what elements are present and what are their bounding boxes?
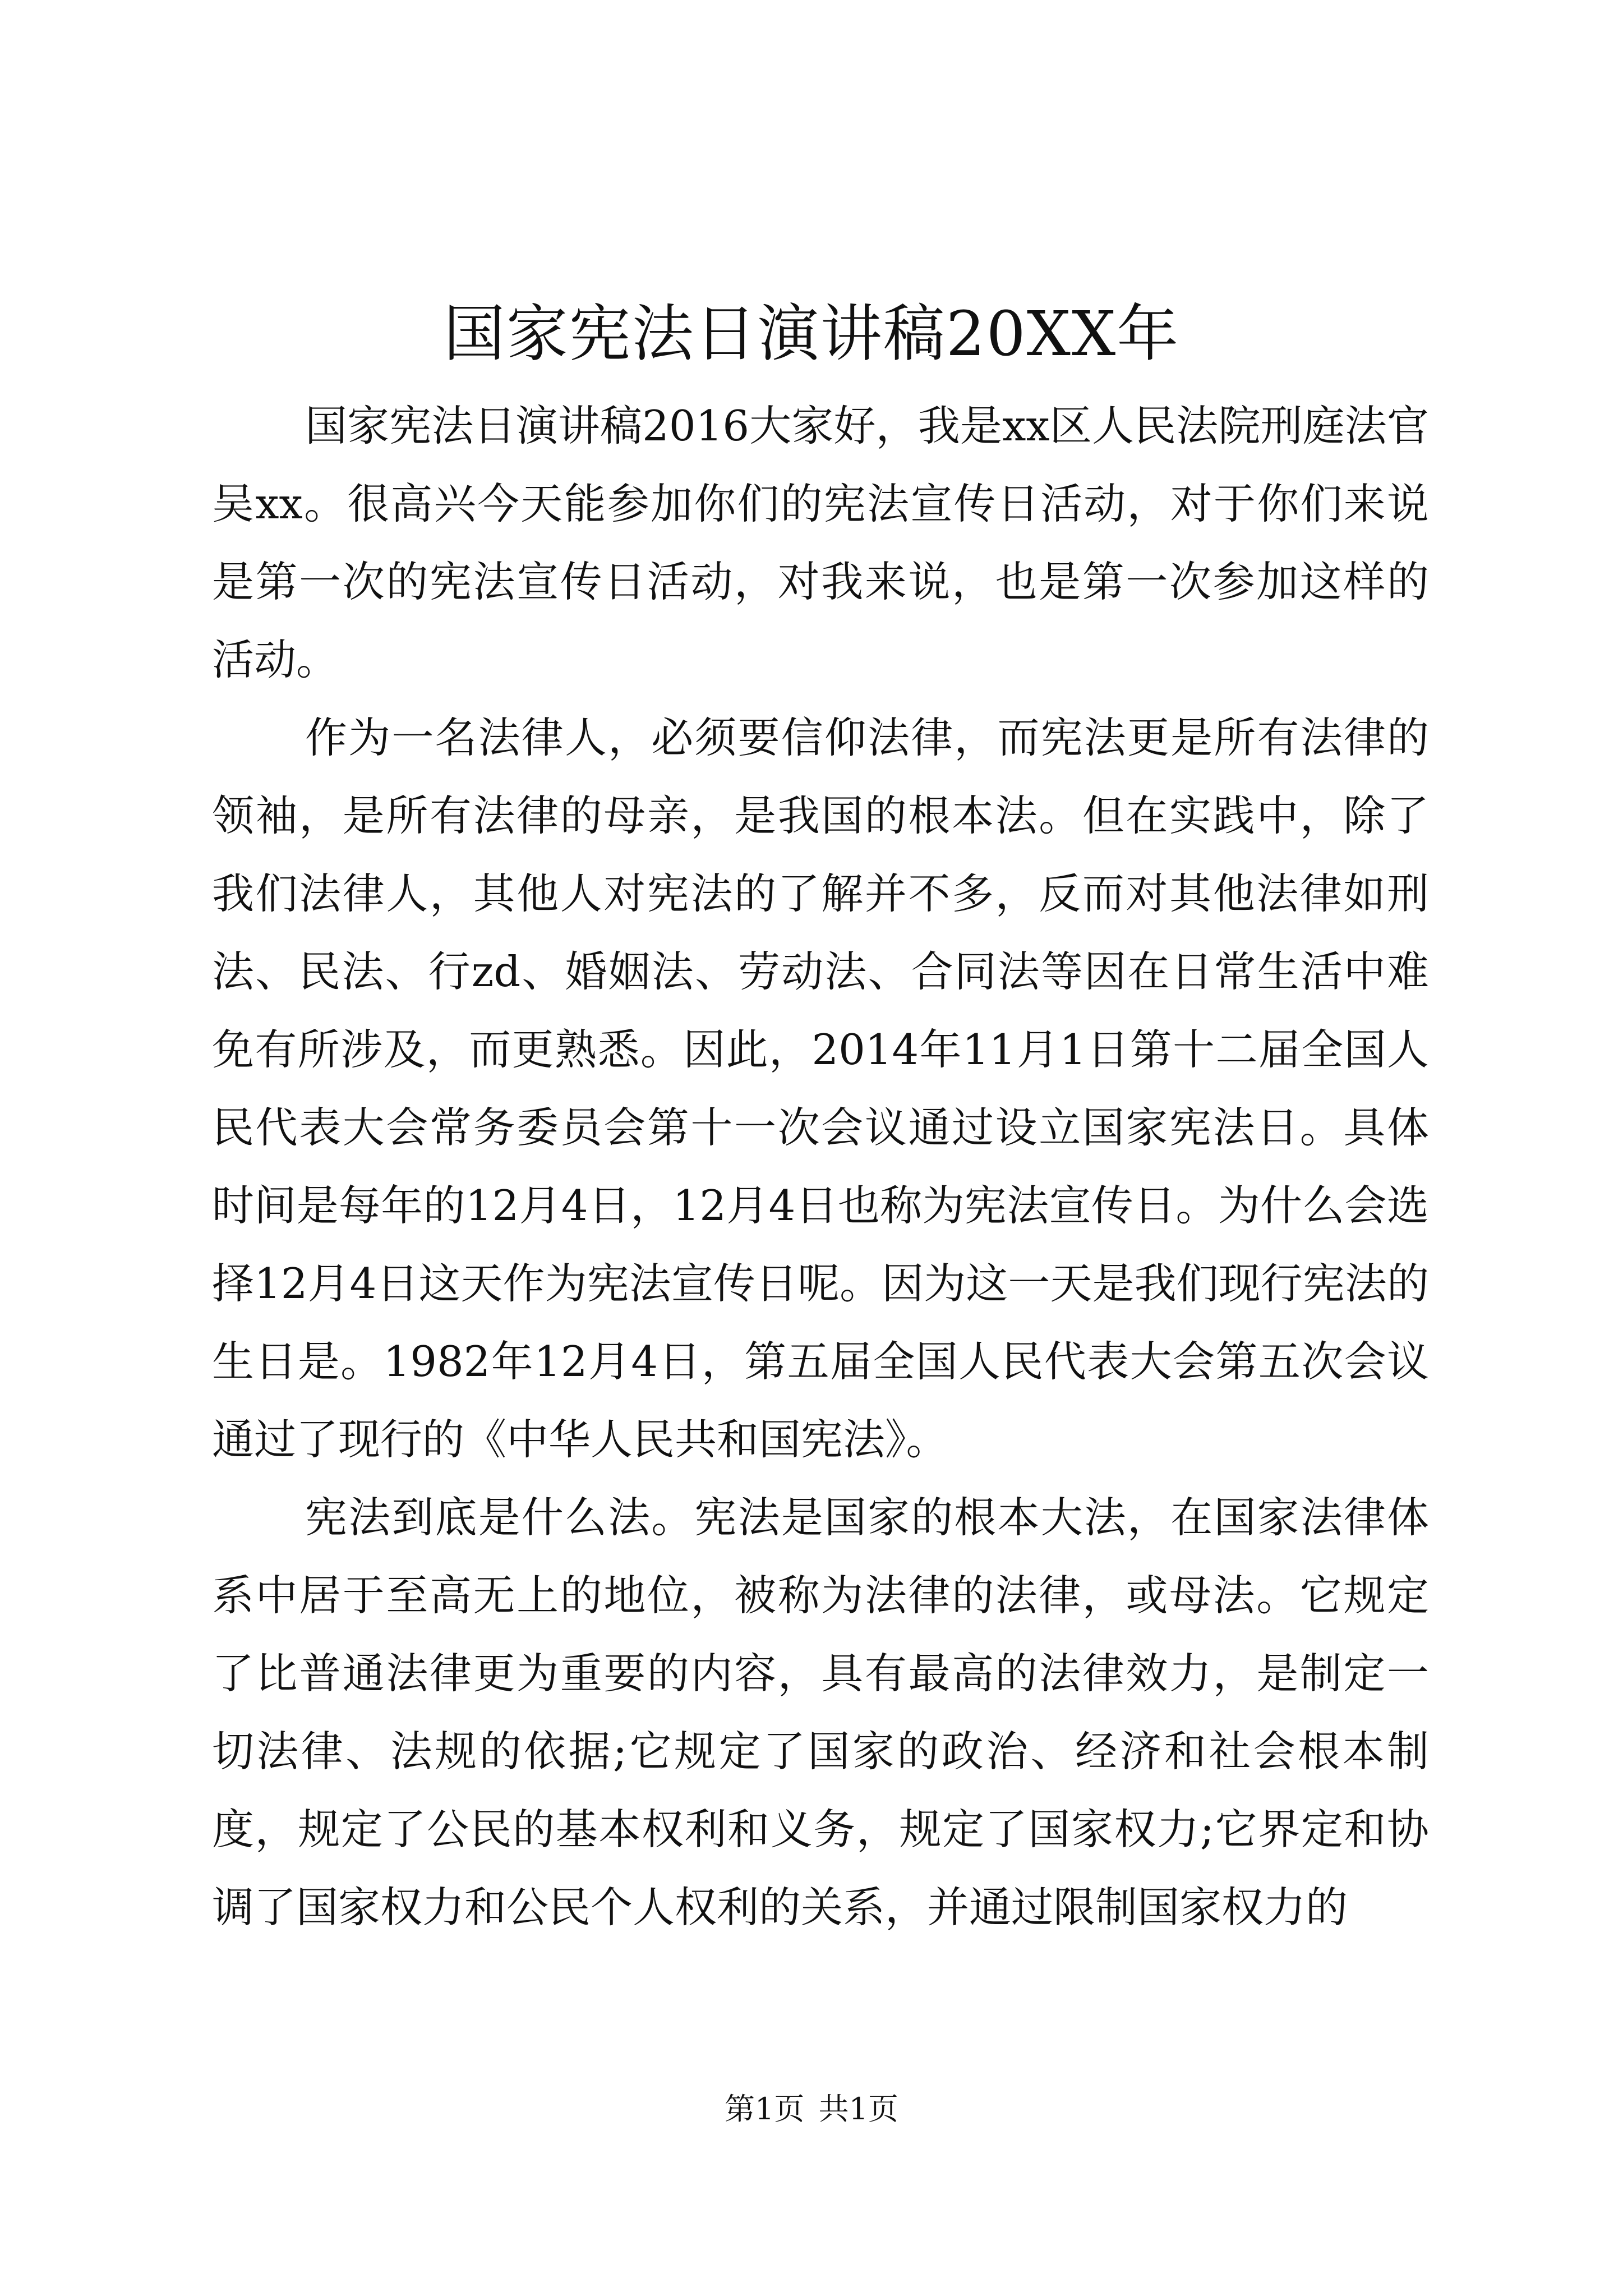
page-footer xyxy=(0,2087,1623,2132)
paragraph-2: 作为一名法律人，必须要信仰法律，而宪法更是所有法律的领袖，是所有法律的母亲，是我国的根本法。但在实践中，除了我们法律人，其他人对宪法的了解并不多，反而对其他法律如刑法、民法、行zd、婚姻法、劳动法、合同法等因在日常生活中难免有所涉及，而更熟悉。因此，2014年11月1日第十二届全国人民代表大会常务委员会第十一次会议通过设立国家宪法日。具体时间是每年的12月4日，12月4日也称为宪法宣传日。为什么会选择12月4日这天作为宪法宣传日呢。因为这一天是我们现行宪法的生日是。1982年12月4日，第五届全国人民代表大会第五次会议通过了现行的《中华人民共和国宪法》。 xyxy=(212,713,1429,1464)
paragraph-1: 国家宪法日演讲稿2016大家好，我是xx区人民法院刑庭法官吴xx。很高兴今天能参加你们的宪法宣传日活动，对于你们来说是第一次的宪法宣传日活动，对我来说，也是第一次参加这样的活动。 xyxy=(212,401,1429,684)
page-total: 共1页 xyxy=(818,2091,898,2127)
paragraph-3: 宪法到底是什么法。宪法是国家的根本大法，在国家法律体系中居于至高无上的地位，被称为法律的法律，或母法。它规定了比普通法律更为重要的内容，具有最高的法律效力，是制定一切法律、法规的依据;它规定了国家的政治、经济和社会根本制度，规定了公民的基本权利和义务，规定了国家权力;它界定和协调了国家权力和公民个人权利的关系，并通过限制国家权力的 xyxy=(212,1493,1429,1932)
page-title: 国家宪法日演讲稿20XX年 xyxy=(443,298,1180,370)
document-body xyxy=(212,387,1429,1947)
page-number: 第1页 xyxy=(725,2091,805,2127)
